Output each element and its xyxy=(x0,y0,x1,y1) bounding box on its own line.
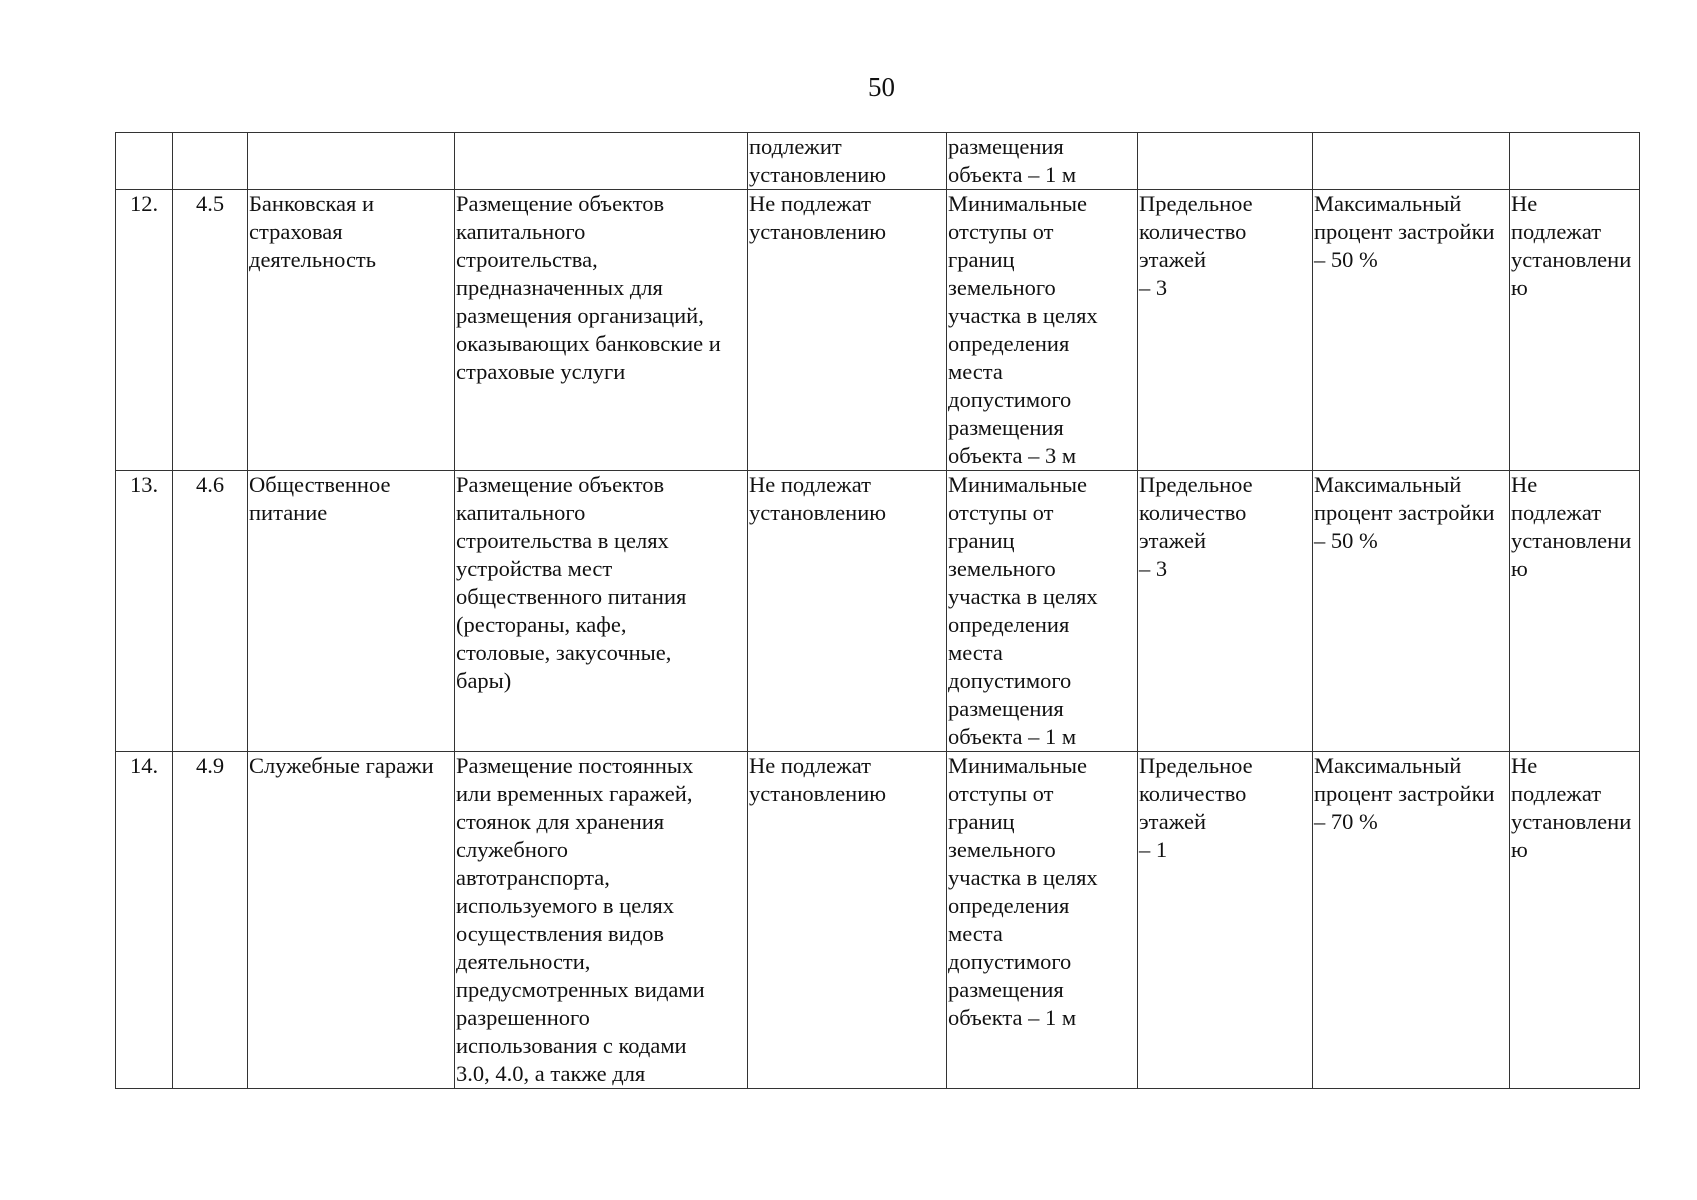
regulations-table xyxy=(115,132,1640,1089)
cell-name: Служебные гаражи xyxy=(248,752,455,1089)
cell-col9: Не подлежат установлени ю xyxy=(1510,190,1640,471)
cell-col7: Предельное количество этажей – 3 xyxy=(1138,471,1313,752)
page-number: 50 xyxy=(868,72,895,102)
table-row xyxy=(116,752,1640,1089)
cell-description: Размещение постоянных или временных гаражей, стоянок для хранения служебного автотранспорта, используемого в целях осуществления видов деятельности, предусмотренных видами разрешенного использования с кодами 3.0, 4.0, а также для xyxy=(455,752,748,1089)
cell-col6: Минимальные отступы от границ земельного участка в целях определения места допустимого размещения объекта – 1 м xyxy=(947,752,1138,1089)
cell-description: Размещение объектов капитального строительства, предназначенных для размещения организаций, оказывающих банковские и страховые услуги xyxy=(455,190,748,471)
cell-col7: Предельное количество этажей – 1 xyxy=(1138,752,1313,1089)
cell-code: 4.9 xyxy=(173,752,248,1089)
cell-col6: размещения объекта – 1 м xyxy=(947,133,1138,190)
cell-col5: Не подлежат установлению xyxy=(748,471,947,752)
cell-description xyxy=(455,133,748,190)
table-row xyxy=(116,471,1640,752)
cell-code: 4.5 xyxy=(173,190,248,471)
table-row xyxy=(116,190,1640,471)
cell-col6: Минимальные отступы от границ земельного участка в целях определения места допустимого размещения объекта – 3 м xyxy=(947,190,1138,471)
cell-code xyxy=(173,133,248,190)
table-row-continuation xyxy=(116,133,1640,190)
cell-col8: Максимальный процент застройки – 70 % xyxy=(1313,752,1510,1089)
cell-name xyxy=(248,133,455,190)
cell-col8: Максимальный процент застройки – 50 % xyxy=(1313,190,1510,471)
cell-number: 13. xyxy=(116,471,173,752)
cell-col5: Не подлежат установлению xyxy=(748,752,947,1089)
cell-number: 14. xyxy=(116,752,173,1089)
cell-col9: Не подлежат установлени ю xyxy=(1510,471,1640,752)
cell-name: Банковская и страховая деятельность xyxy=(248,190,455,471)
cell-col5: подлежит установлению xyxy=(748,133,947,190)
cell-description: Размещение объектов капитального строительства в целях устройства мест общественного питания (рестораны, кафе, столовые, закусочные, бары) xyxy=(455,471,748,752)
cell-col8 xyxy=(1313,133,1510,190)
cell-col8: Максимальный процент застройки – 50 % xyxy=(1313,471,1510,752)
cell-code: 4.6 xyxy=(173,471,248,752)
cell-col6: Минимальные отступы от границ земельного участка в целях определения места допустимого размещения объекта – 1 м xyxy=(947,471,1138,752)
cell-name: Общественное питание xyxy=(248,471,455,752)
cell-col7 xyxy=(1138,133,1313,190)
cell-col7: Предельное количество этажей – 3 xyxy=(1138,190,1313,471)
cell-col9: Не подлежат установлени ю xyxy=(1510,752,1640,1089)
cell-col9 xyxy=(1510,133,1640,190)
cell-col5: Не подлежат установлению xyxy=(748,190,947,471)
cell-number: 12. xyxy=(116,190,173,471)
cell-number xyxy=(116,133,173,190)
